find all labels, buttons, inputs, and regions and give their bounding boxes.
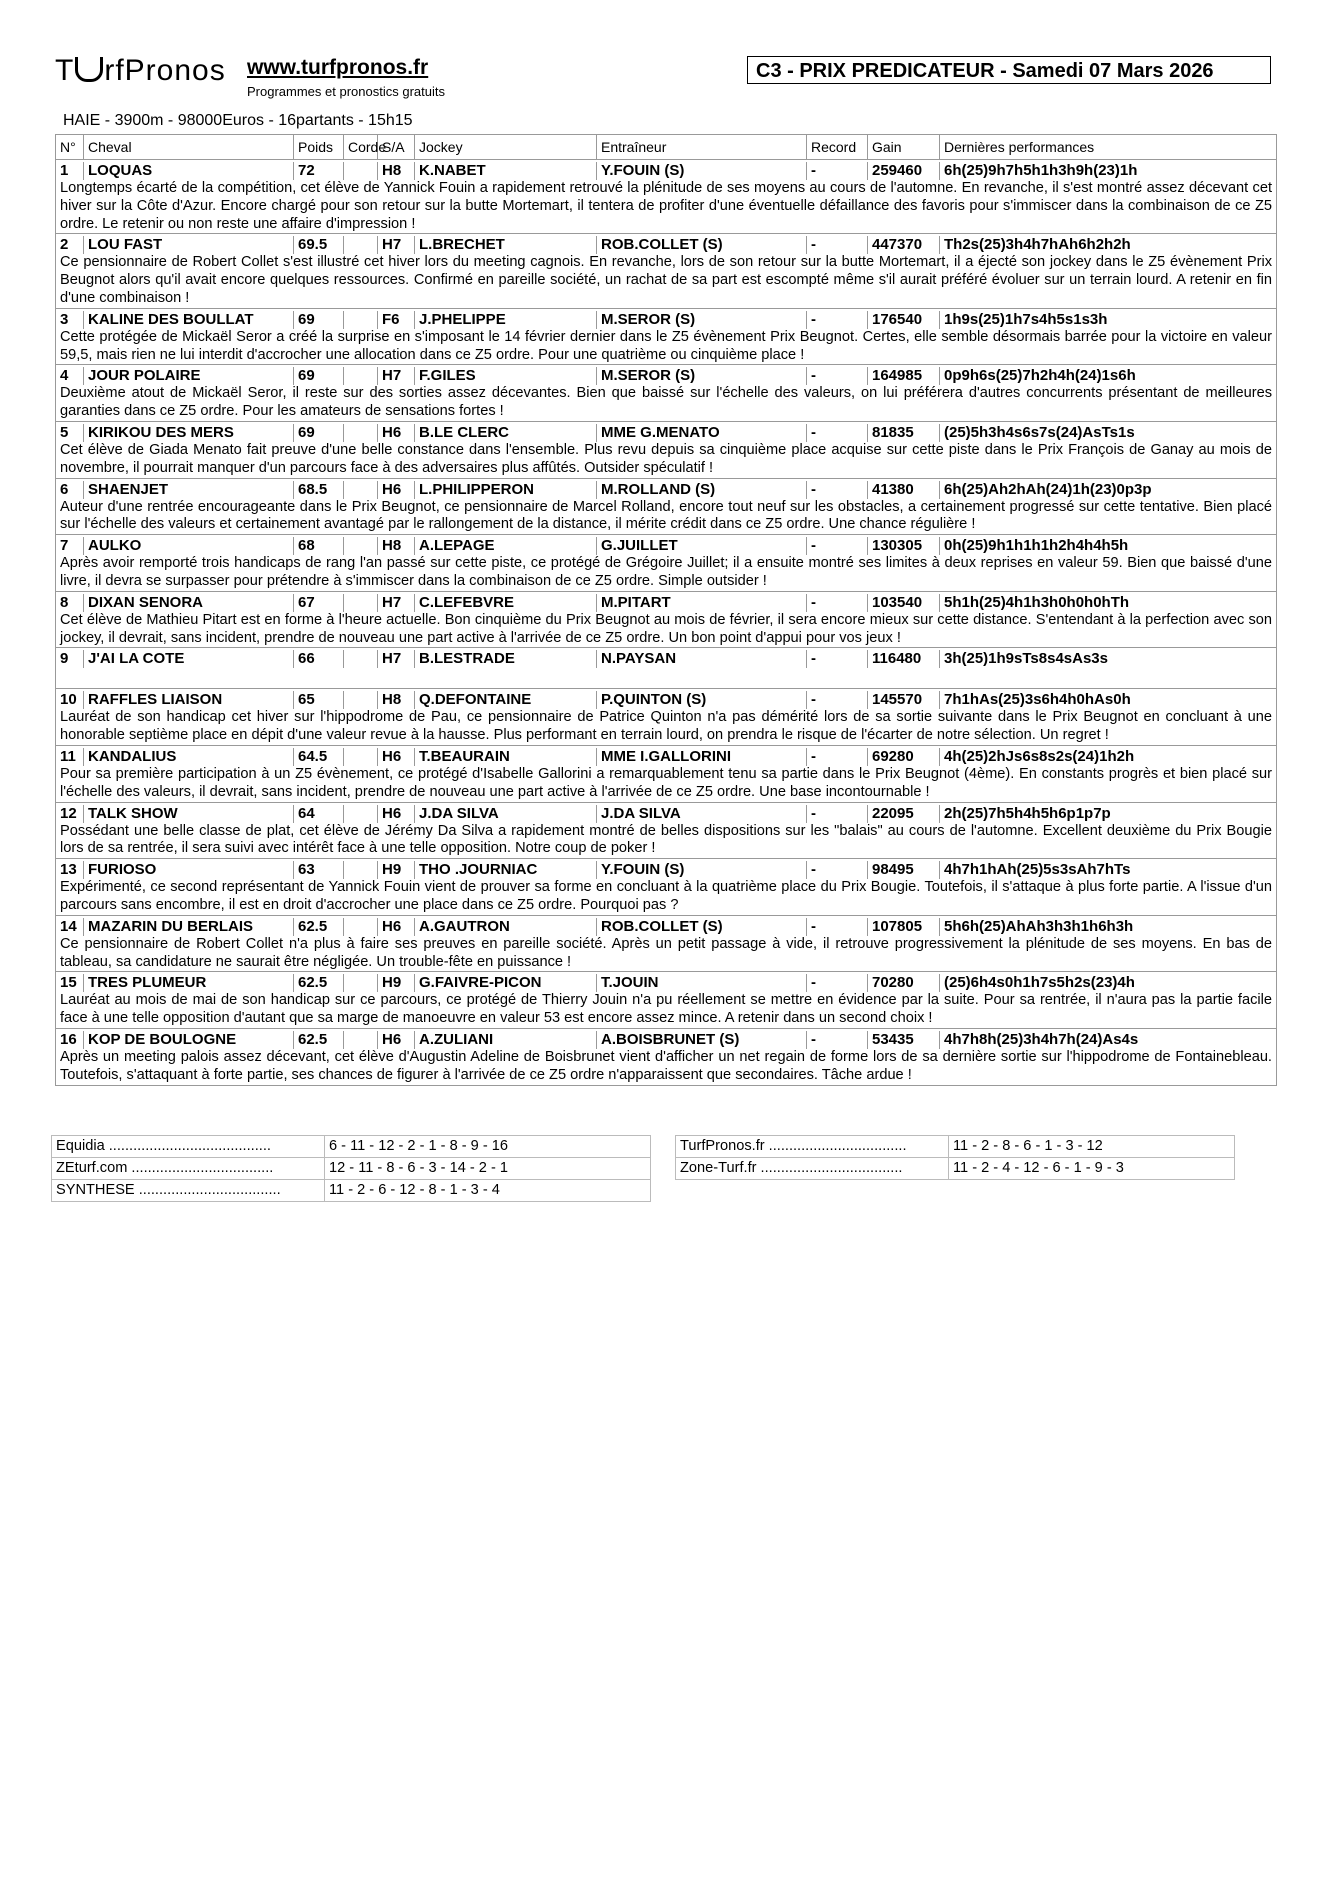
runner-poids: 72 xyxy=(294,162,344,180)
runner-trainer: A.BOISBRUNET (S) xyxy=(597,1031,807,1049)
turfpronos-logo: T rfPronos xyxy=(55,54,226,87)
runner-trainer: M.SEROR (S) xyxy=(597,311,807,329)
entries-list xyxy=(56,162,1276,1086)
runner-record: - xyxy=(807,367,868,385)
runner-trainer: T.JOUIN xyxy=(597,974,807,992)
runner-row xyxy=(56,236,1276,254)
runner-gain: 41380 xyxy=(868,481,940,499)
runner-entry xyxy=(56,974,1276,1029)
runner-corde xyxy=(344,861,378,879)
runner-gain: 447370 xyxy=(868,236,940,254)
runner-horse: MAZARIN DU BERLAIS xyxy=(84,918,294,936)
runner-corde xyxy=(344,691,378,709)
runner-trainer: M.PITART xyxy=(597,594,807,612)
pronostics-left xyxy=(51,1135,651,1202)
runner-row xyxy=(56,861,1276,879)
tagline: Programmes et pronostics gratuits xyxy=(247,84,445,99)
pronostic-source: ZEturf.com ................................... xyxy=(51,1158,325,1179)
pronostic-selection: 11 - 2 - 6 - 12 - 8 - 1 - 3 - 4 xyxy=(325,1180,651,1201)
runner-jockey: A.GAUTRON xyxy=(415,918,597,936)
runner-record: - xyxy=(807,861,868,879)
runner-perf: 5h1h(25)4h1h3h0h0h0hTh xyxy=(944,593,1130,611)
runner-row xyxy=(56,650,1276,668)
runner-jockey: THO .JOURNIAC xyxy=(415,861,597,879)
runner-entry xyxy=(56,236,1276,308)
runner-horse: AULKO xyxy=(84,537,294,555)
pronostic-source: Equidia ........................................ xyxy=(51,1136,325,1157)
runner-comment: Après avoir remporté trois handicaps de rang l'an passé sur cette piste, ce protégé de Grégoire Juillet; il a ensuite montré ses limites à deux reprises en valeur 59. Bien que baissé d'une livre, il devra se surpasser pour prétendre à s'immiscer dans la combinaison de ce Z5 ordre. Simple outsider ! xyxy=(60,555,1272,589)
runner-num: 5 xyxy=(56,424,84,442)
pronostic-row xyxy=(51,1180,651,1202)
runner-sa: H6 xyxy=(378,424,415,442)
runner-gain: 70280 xyxy=(868,974,940,992)
runner-corde xyxy=(344,424,378,442)
runner-gain: 164985 xyxy=(868,367,940,385)
pronostic-row xyxy=(51,1135,651,1158)
runner-num: 15 xyxy=(56,974,84,992)
runner-num: 10 xyxy=(56,691,84,709)
runner-sa: H9 xyxy=(378,974,415,992)
runner-poids: 64 xyxy=(294,805,344,823)
col-gain: Gain xyxy=(868,135,940,159)
runner-perf: 1h9s(25)1h7s4h5s1s3h xyxy=(944,310,1108,328)
runner-gain: 107805 xyxy=(868,918,940,936)
runner-comment: Cet élève de Mathieu Pitart est en forme à l'heure actuelle. Bon cinquième du Prix Beugnot au mois de février, il sera encore mieux sur cette distance. S'entendant à la perfection avec son jockey, il devrait, sans incident, prendre de nouveau une part active à l'arrivée de ce Z5 ordre. Un bon point d'appui pour vos jeux ! xyxy=(60,611,1272,646)
runner-sa: H7 xyxy=(378,367,415,385)
runner-poids: 69 xyxy=(294,424,344,442)
runner-comment: Cette protégée de Mickaël Seror a créé la surprise en s'imposant le 14 février dernier dans le Z5 évènement Prix Beugnot. Certes, elle semble désormais barrée pour la victoire en valeur 59,5, mais rien ne lui interdit d'accrocher une allocation dans ce Z5 ordre. Pour une quatrième ou cinquième place ! xyxy=(60,328,1272,363)
runner-horse: KALINE DES BOULLAT xyxy=(84,311,294,329)
runner-record: - xyxy=(807,594,868,612)
runner-entry xyxy=(56,861,1276,916)
runner-entry xyxy=(56,537,1276,592)
runner-poids: 62.5 xyxy=(294,1031,344,1049)
runner-trainer: J.DA SILVA xyxy=(597,805,807,823)
runner-trainer: Y.FOUIN (S) xyxy=(597,861,807,879)
runner-perf: (25)6h4s0h1h7s5h2s(23)4h xyxy=(944,974,1135,992)
runner-sa: H7 xyxy=(378,236,415,254)
runner-poids: 65 xyxy=(294,691,344,709)
pronostic-source: SYNTHESE ................................... xyxy=(51,1180,325,1201)
runner-sa: H6 xyxy=(378,805,415,823)
runner-horse: KIRIKOU DES MERS xyxy=(84,424,294,442)
runner-num: 14 xyxy=(56,918,84,936)
runner-trainer: ROB.COLLET (S) xyxy=(597,236,807,254)
runner-poids: 62.5 xyxy=(294,974,344,992)
table-header xyxy=(56,134,1276,160)
runner-trainer: MME G.MENATO xyxy=(597,424,807,442)
runner-entry xyxy=(56,918,1276,973)
runner-corde xyxy=(344,748,378,766)
runner-record: - xyxy=(807,236,868,254)
runner-record: - xyxy=(807,162,868,180)
runner-gain: 103540 xyxy=(868,594,940,612)
runner-horse: SHAENJET xyxy=(84,481,294,499)
col-trainer: Entraîneur xyxy=(597,135,807,159)
runner-sa: H6 xyxy=(378,481,415,499)
runner-entry xyxy=(56,424,1276,479)
runner-entry xyxy=(56,481,1276,536)
runner-row xyxy=(56,974,1276,992)
runner-sa: H9 xyxy=(378,861,415,879)
runners-table xyxy=(55,134,1277,1086)
col-record: Record xyxy=(807,135,868,159)
runner-comment: Lauréat de son handicap cet hiver sur l'hippodrome de Pau, ce pensionnaire de Patrice Quinton n'a pas démérité lors de sa sortie suivante dans le Prix Beugnot en concluant à une honorable septième place en dépit d'une valeur revue à la hausse. Plus performant en terrain lourd, on prendra le risque de l'écarter de notre sélection. Un regret ! xyxy=(60,709,1272,744)
runner-row xyxy=(56,537,1276,555)
runner-gain: 53435 xyxy=(868,1031,940,1049)
runner-horse: RAFFLES LIAISON xyxy=(84,691,294,709)
runner-sa: H7 xyxy=(378,594,415,612)
runner-num: 6 xyxy=(56,481,84,499)
runner-gain: 145570 xyxy=(868,691,940,709)
runner-poids: 68 xyxy=(294,537,344,555)
runner-corde xyxy=(344,367,378,385)
runner-sa: H6 xyxy=(378,1031,415,1049)
runner-horse: JOUR POLAIRE xyxy=(84,367,294,385)
runner-perf: 0h(25)9h1h1h1h2h4h4h5h xyxy=(944,537,1129,555)
runner-sa: H6 xyxy=(378,918,415,936)
runner-poids: 69 xyxy=(294,367,344,385)
pronostic-selection: 6 - 11 - 12 - 2 - 1 - 8 - 9 - 16 xyxy=(325,1136,651,1157)
runner-entry xyxy=(56,691,1276,746)
runner-entry xyxy=(56,805,1276,860)
runner-poids: 66 xyxy=(294,650,344,668)
pronostic-selection: 11 - 2 - 4 - 12 - 6 - 1 - 9 - 3 xyxy=(949,1158,1235,1179)
runner-corde xyxy=(344,594,378,612)
runner-poids: 62.5 xyxy=(294,918,344,936)
pronostic-source: Zone-Turf.fr ................................... xyxy=(675,1158,949,1179)
runner-poids: 67 xyxy=(294,594,344,612)
col-num: N° xyxy=(56,135,84,159)
runner-sa: H8 xyxy=(378,537,415,555)
runner-jockey: C.LEFEBVRE xyxy=(415,594,597,612)
runner-horse: LOU FAST xyxy=(84,236,294,254)
runner-trainer: G.JUILLET xyxy=(597,537,807,555)
runner-empty-comment xyxy=(56,668,1276,688)
col-perf: Dernières performances xyxy=(944,139,1095,155)
runner-entry xyxy=(56,162,1276,234)
pronostic-selection: 12 - 11 - 8 - 6 - 3 - 14 - 2 - 1 xyxy=(325,1158,651,1179)
runner-record: - xyxy=(807,748,868,766)
col-corde: Corde xyxy=(344,135,378,159)
runner-gain: 81835 xyxy=(868,424,940,442)
runner-jockey: J.DA SILVA xyxy=(415,805,597,823)
runner-corde xyxy=(344,311,378,329)
runner-num: 7 xyxy=(56,537,84,555)
runner-horse: TALK SHOW xyxy=(84,805,294,823)
runner-perf: 6h(25)Ah2hAh(24)1h(23)0p3p xyxy=(944,480,1152,498)
runner-record: - xyxy=(807,691,868,709)
runner-gain: 116480 xyxy=(868,650,940,668)
runner-perf: (25)5h3h4s6s7s(24)AsTs1s xyxy=(944,423,1135,441)
pronostic-row xyxy=(675,1135,1235,1158)
runner-row xyxy=(56,311,1276,329)
runner-row xyxy=(56,594,1276,612)
runner-row xyxy=(56,162,1276,180)
runner-row xyxy=(56,424,1276,442)
runner-jockey: B.LE CLERC xyxy=(415,424,597,442)
runner-entry xyxy=(56,650,1276,689)
runner-row xyxy=(56,481,1276,499)
runner-sa: H8 xyxy=(378,691,415,709)
runner-sa: F6 xyxy=(378,311,415,329)
runner-poids: 63 xyxy=(294,861,344,879)
runner-comment: Expérimenté, ce second représentant de Yannick Fouin vient de prouver sa forme en concluant à la quatrième place du Prix Bougie. Toutefois, il s'attaque à plus forte partie. A l'issue d'un parcours sans encombre, il est en droit d'accrocher une place dans ce Z5 ordre. Pourquoi pas ? xyxy=(60,879,1272,913)
runner-trainer: M.ROLLAND (S) xyxy=(597,481,807,499)
runner-num: 13 xyxy=(56,861,84,879)
runner-perf: 5h6h(25)AhAh3h3h1h6h3h xyxy=(944,917,1134,935)
runner-gain: 130305 xyxy=(868,537,940,555)
runner-jockey: T.BEAURAIN xyxy=(415,748,597,766)
runner-comment: Cet élève de Giada Menato fait preuve d'une belle constance dans l'ensemble. Plus revu depuis sa cinquième place acquise sur cette piste dans le Prix François de Ganay au mois de novembre, il pourrait manquer d'un parcours face à des adversaires plus affûtés. Outsider spéculatif ! xyxy=(60,441,1272,476)
runner-row xyxy=(56,918,1276,936)
runner-row xyxy=(56,367,1276,385)
runner-jockey: A.LEPAGE xyxy=(415,537,597,555)
runner-perf: Th2s(25)3h4h7hAh6h2h2h xyxy=(944,236,1131,254)
runner-gain: 98495 xyxy=(868,861,940,879)
runner-jockey: J.PHELIPPE xyxy=(415,311,597,329)
runner-perf: 4h7h1hAh(25)5s3sAh7hTs xyxy=(944,861,1131,879)
runner-entry xyxy=(56,594,1276,649)
runner-trainer: Y.FOUIN (S) xyxy=(597,162,807,180)
runner-sa: H7 xyxy=(378,650,415,668)
runner-horse: FURIOSO xyxy=(84,861,294,879)
runner-comment: Deuxième atout de Mickaël Seror, il reste sur des sorties assez décevantes. Bien que baissé sur l'échelle des valeurs, on lui préférera d'autres concurrents présentant de meilleures garanties dans ce Z5 ordre. Pour les amateurs de sensations fortes ! xyxy=(60,385,1272,420)
runner-perf: 4h7h8h(25)3h4h7h(24)As4s xyxy=(944,1030,1139,1048)
pronostic-row xyxy=(675,1158,1235,1180)
runner-num: 12 xyxy=(56,805,84,823)
runner-perf: 4h(25)2hJs6s8s2s(24)1h2h xyxy=(944,747,1135,765)
runner-jockey: L.BRECHET xyxy=(415,236,597,254)
runner-entry xyxy=(56,1031,1276,1086)
runner-comment: Longtemps écarté de la compétition, cet élève de Yannick Fouin a rapidement retrouvé la plénitude de ses moyens au cours de l'automne. En revanche, il s'est montré assez décevant cet hiver sur la Côte d'Azur. Encore chargé pour son retour sur la butte Mortemart, il tentera de profiter d'une éventuelle défaillance des favoris pour s'immiscer dans la combinaison de ce Z5 ordre. Le retenir ou non reste une affaire d'impression ! xyxy=(60,180,1272,232)
runner-num: 9 xyxy=(56,650,84,668)
runner-gain: 176540 xyxy=(868,311,940,329)
runner-sa: H6 xyxy=(378,748,415,766)
runner-perf: 0p9h6s(25)7h2h4h(24)1s6h xyxy=(944,367,1136,385)
runner-jockey: G.FAIVRE-PICON xyxy=(415,974,597,992)
runner-poids: 64.5 xyxy=(294,748,344,766)
runner-row xyxy=(56,1031,1276,1049)
runner-poids: 69.5 xyxy=(294,236,344,254)
pronostic-source: TurfPronos.fr .................................. xyxy=(675,1136,949,1157)
runner-trainer: MME I.GALLORINI xyxy=(597,748,807,766)
runner-gain: 22095 xyxy=(868,805,940,823)
runner-comment: Ce pensionnaire de Robert Collet s'est illustré cet hiver lors du meeting cagnois. En revanche, lors de son retour sur la butte Mortemart, il a éjecté son jockey dans le Z5 évènement Prix Beugnot alors qu'il avait encore quelques ressources. Confirmé en pareille société, un rachat de sa part est escompté même s'il aurait préféré évoluer sur un terrain lourd. A retenir en fin d'une combinaison ! xyxy=(60,254,1272,306)
runner-perf: 6h(25)9h7h5h1h3h9h(23)1h xyxy=(944,162,1138,179)
runner-num: 16 xyxy=(56,1031,84,1049)
col-sa: S/A xyxy=(378,135,415,159)
runner-corde xyxy=(344,537,378,555)
runner-num: 3 xyxy=(56,311,84,329)
runner-record: - xyxy=(807,974,868,992)
runner-record: - xyxy=(807,537,868,555)
runner-corde xyxy=(344,236,378,254)
runner-corde xyxy=(344,974,378,992)
runner-jockey: B.LESTRADE xyxy=(415,650,597,668)
runner-num: 8 xyxy=(56,594,84,612)
pronostic-selection: 11 - 2 - 8 - 6 - 1 - 3 - 12 xyxy=(949,1136,1235,1157)
runner-record: - xyxy=(807,311,868,329)
runner-horse: DIXAN SENORA xyxy=(84,594,294,612)
runner-horse: LOQUAS xyxy=(84,162,294,180)
runner-perf: 2h(25)7h5h4h5h6p1p7p xyxy=(944,804,1111,822)
runner-record: - xyxy=(807,481,868,499)
runner-record: - xyxy=(807,424,868,442)
runner-trainer: P.QUINTON (S) xyxy=(597,691,807,709)
col-jockey: Jockey xyxy=(415,135,597,159)
runner-jockey: L.PHILIPPERON xyxy=(415,481,597,499)
runner-jockey: Q.DEFONTAINE xyxy=(415,691,597,709)
runner-perf: 3h(25)1h9sTs8s4sAs3s xyxy=(944,650,1108,668)
runner-num: 4 xyxy=(56,367,84,385)
runner-horse: J'AI LA COTE xyxy=(84,650,294,668)
runner-row xyxy=(56,691,1276,709)
runner-entry xyxy=(56,311,1276,366)
runner-trainer: M.SEROR (S) xyxy=(597,367,807,385)
runner-horse: TRES PLUMEUR xyxy=(84,974,294,992)
runner-corde xyxy=(344,805,378,823)
runner-entry xyxy=(56,367,1276,422)
runner-trainer: N.PAYSAN xyxy=(597,650,807,668)
pronostics-right xyxy=(675,1135,1235,1180)
runner-comment: Ce pensionnaire de Robert Collet n'a plus à faire ses preuves en pareille société. Après un petit passage à vide, il retrouve progressivement la plénitude de ses moyens. En bas de tableau, sa candidature ne saurait être négligée. Un trouble-fête en puissance ! xyxy=(60,935,1272,970)
runner-corde xyxy=(344,481,378,499)
runner-corde xyxy=(344,162,378,180)
runner-gain: 69280 xyxy=(868,748,940,766)
runner-record: - xyxy=(807,1031,868,1049)
col-horse: Cheval xyxy=(84,135,294,159)
runner-poids: 69 xyxy=(294,311,344,329)
runner-num: 2 xyxy=(56,236,84,254)
runner-comment: Possédant une belle classe de plat, cet élève de Jérémy Da Silva a rapidement montré de belles dispositions sur les "balais" au cours de l'automne. Excellent deuxième du Prix Bougie lors de sa rentrée, il sera suivi avec intérêt face à une telle opposition. Notre coup de poker ! xyxy=(60,822,1272,857)
runner-perf: 7h1hAs(25)3s6h4h0hAs0h xyxy=(944,691,1131,709)
runner-comment: Pour sa première participation à un Z5 évènement, ce protégé d'Isabelle Gallorini a remarquablement tenu sa partie dans le Prix Beugnot (4ème). En constants progrès et bien placé sur l'échelle des valeurs, il devrait, sans incident, prendre de nouveau une part active à l'arrivée de ce Z5 ordre. Une base incontournable ! xyxy=(60,765,1272,800)
runner-corde xyxy=(344,918,378,936)
runner-jockey: A.ZULIANI xyxy=(415,1031,597,1049)
site-link[interactable]: www.turfpronos.fr xyxy=(247,56,429,79)
runner-gain: 259460 xyxy=(868,162,940,180)
runner-horse: KOP DE BOULOGNE xyxy=(84,1031,294,1049)
logo-u-glyph xyxy=(75,57,103,82)
pronostic-row xyxy=(51,1158,651,1180)
runner-comment: Auteur d'une rentrée encourageante dans le Prix Beugnot, ce pensionnaire de Marcel Rolland, encore tout neuf sur les obstacles, a certainement progressé sur cette tentative. Bien placé sur l'échelle des valeurs et certainement avantagé par le rallongement de la distance, il mérite crédit dans ce Z5 ordre. Une chance régulière ! xyxy=(60,498,1272,533)
runner-entry xyxy=(56,748,1276,803)
runner-corde xyxy=(344,650,378,668)
runner-row xyxy=(56,748,1276,766)
runner-sa: H8 xyxy=(378,162,415,180)
runner-jockey: K.NABET xyxy=(415,162,597,180)
runner-comment: Lauréat au mois de mai de son handicap sur ce parcours, ce protégé de Thierry Jouin n'a pu réellement se mettre en évidence par la suite. Pour sa rentrée, il n'aura pas la partie facile face à une telle opposition d'autant que sa marge de manoeuvre en valeur 53 est encore assez mince. A retenir dans un second choix ! xyxy=(60,992,1272,1027)
runner-num: 11 xyxy=(56,748,84,766)
runner-row xyxy=(56,805,1276,823)
runner-record: - xyxy=(807,918,868,936)
runner-comment: Après un meeting palois assez décevant, cet élève d'Augustin Adeline de Boisbrunet vient d'afficher un net regain de forme lors de sa dernière sortie sur l'hippodrome de Fontainebleau. Toutefois, s'attaquant à forte partie, ses chances de figurer à l'arrivée de ce Z5 ordre n'apparaissent que secondaires. Tâche ardue ! xyxy=(60,1048,1272,1083)
runner-record: - xyxy=(807,650,868,668)
col-poids: Poids xyxy=(294,135,344,159)
race-title: C3 - PRIX PREDICATEUR - Samedi 07 Mars 2026 xyxy=(747,56,1271,84)
runner-horse: KANDALIUS xyxy=(84,748,294,766)
runner-poids: 68.5 xyxy=(294,481,344,499)
race-info: HAIE - 3900m - 98000Euros - 16partants - 15h15 xyxy=(63,112,413,129)
runner-trainer: ROB.COLLET (S) xyxy=(597,918,807,936)
runner-jockey: F.GILES xyxy=(415,367,597,385)
runner-record: - xyxy=(807,805,868,823)
runner-corde xyxy=(344,1031,378,1049)
runner-num: 1 xyxy=(56,162,84,180)
